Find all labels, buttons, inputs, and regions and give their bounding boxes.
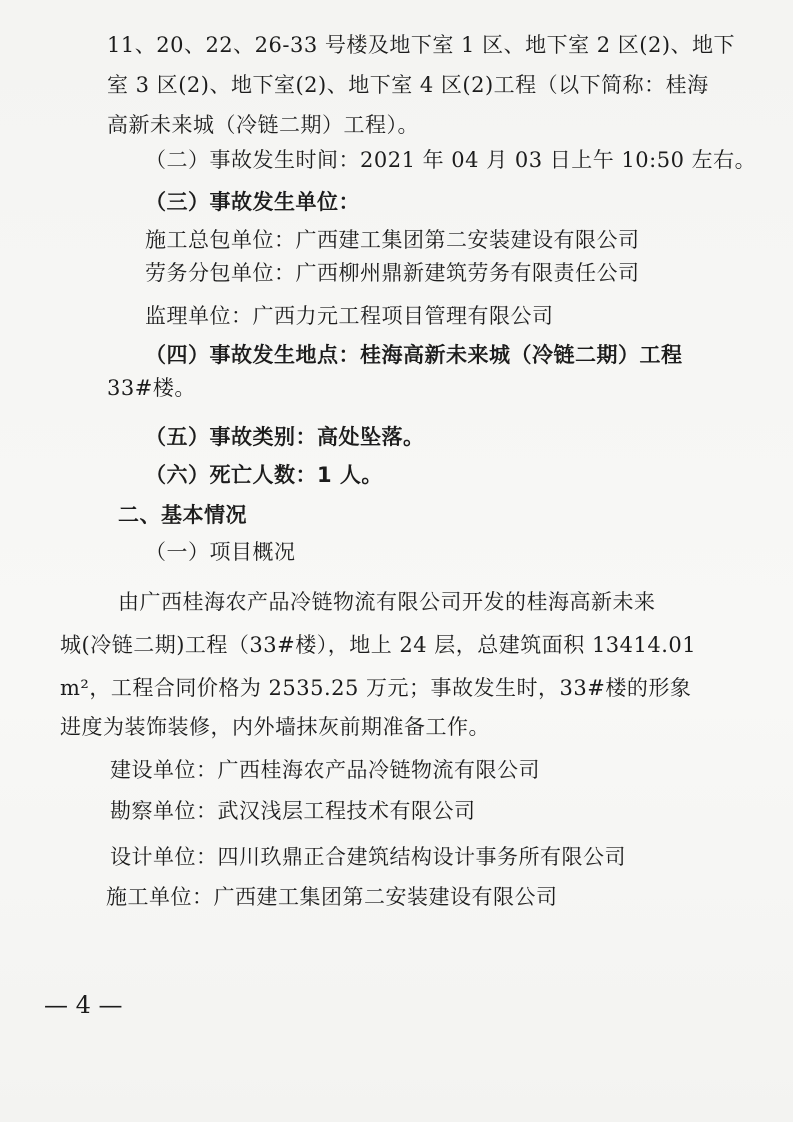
text-line: 施工总包单位：广西建工集团第二安装建设有限公司 (145, 228, 640, 252)
text-line: 建设单位：广西桂海农产品冷链物流有限公司 (110, 758, 540, 782)
text-line: 监理单位：广西力元工程项目管理有限公司 (145, 304, 554, 328)
chapter-heading: 二、基本情况 (118, 503, 247, 527)
text-line: 劳务分包单位：广西柳州鼎新建筑劳务有限责任公司 (145, 261, 640, 285)
text-line: 进度为装饰装修，内外墙抹灰前期准备工作。 (60, 715, 490, 739)
section-heading: （五）事故类别：高处坠落。 (145, 425, 425, 449)
text-line: 由广西桂海农产品冷链物流有限公司开发的桂海高新未来 (118, 590, 656, 614)
text-line: 勘察单位：武汉浅层工程技术有限公司 (110, 799, 476, 823)
text-line: 设计单位：四川玖鼎正合建筑结构设计事务所有限公司 (110, 845, 626, 869)
section-heading: （三）事故发生单位： (145, 190, 360, 214)
text-line: 11、20、22、26-33 号楼及地下室 1 区、地下室 2 区(2)、地下 (107, 33, 736, 57)
section-heading: （四）事故发生地点：桂海高新未来城（冷链二期）工程 (145, 343, 683, 367)
text-line: 高新未来城（冷链二期）工程）。 (107, 113, 419, 137)
text-line: 33#楼。 (107, 376, 196, 400)
text-line: 城(冷链二期)工程（33#楼），地上 24 层，总建筑面积 13414.01 (60, 633, 697, 657)
subsection-heading: （一）项目概况 (145, 540, 296, 564)
text-line: m²，工程合同价格为 2535.25 万元；事故发生时，33#楼的形象 (60, 676, 692, 700)
section-heading: （六）死亡人数：1 人。 (145, 463, 383, 487)
text-line: （二）事故发生时间：2021 年 04 月 03 日上午 10:50 左右。 (145, 148, 757, 172)
page-number: — 4 — (44, 991, 123, 1019)
text-line: 室 3 区(2)、地下室(2)、地下室 4 区(2)工程（以下简称：桂海 (107, 73, 709, 97)
text-line: 施工单位：广西建工集团第二安装建设有限公司 (106, 885, 558, 909)
